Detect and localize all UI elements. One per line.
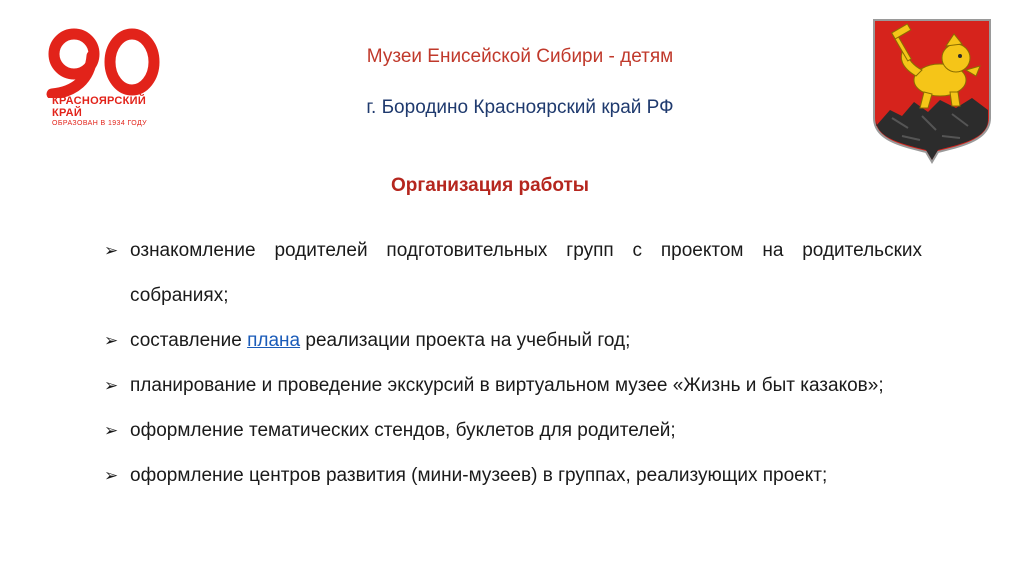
arrow-bullet-icon: ➢ xyxy=(104,241,119,260)
list-item-text-before: составление xyxy=(130,330,248,351)
logo-line-kray: КРАЙ xyxy=(52,106,83,119)
arrow-bullet-icon: ➢ xyxy=(104,466,119,485)
list-item xyxy=(104,228,922,318)
logo-caption xyxy=(52,96,147,127)
list-item-text-after: реализации проекта на учебный год; xyxy=(300,330,631,351)
bullet-list xyxy=(104,228,922,498)
arrow-bullet-icon: ➢ xyxy=(104,331,119,350)
arrow-bullet-icon: ➢ xyxy=(104,421,119,440)
list-item xyxy=(104,318,922,363)
list-item xyxy=(104,363,922,408)
list-item-text: ознакомление родителей подготовительных групп с проектом на родительских собраниях; xyxy=(130,240,922,306)
section-title: Организация работы xyxy=(390,175,590,196)
page-subtitle: г. Бородино Красноярский край РФ xyxy=(366,97,674,118)
logo-90-icon xyxy=(44,28,162,98)
list-item-text: планирование и проведение экскурсий в виртуальном музее «Жизнь и быт казаков»; xyxy=(130,375,884,396)
page-title: Музеи Енисейской Сибири - детям xyxy=(366,46,674,67)
arrow-bullet-icon: ➢ xyxy=(104,376,119,395)
list-item xyxy=(104,453,922,498)
list-item-text: оформление тематических стендов, буклетов для родителей; xyxy=(130,420,676,441)
list-item xyxy=(104,408,922,453)
logo-line-founded: ОБРАЗОВАН В 1934 ГОДУ xyxy=(52,120,148,128)
coat-of-arms-icon xyxy=(872,18,992,164)
plan-link[interactable]: плана xyxy=(247,330,301,351)
logo-line-region: КРАСНОЯРСКИЙ xyxy=(52,95,147,107)
list-item-text: оформление центров развития (мини-музеев) в группах, реализующих проект; xyxy=(130,465,828,486)
